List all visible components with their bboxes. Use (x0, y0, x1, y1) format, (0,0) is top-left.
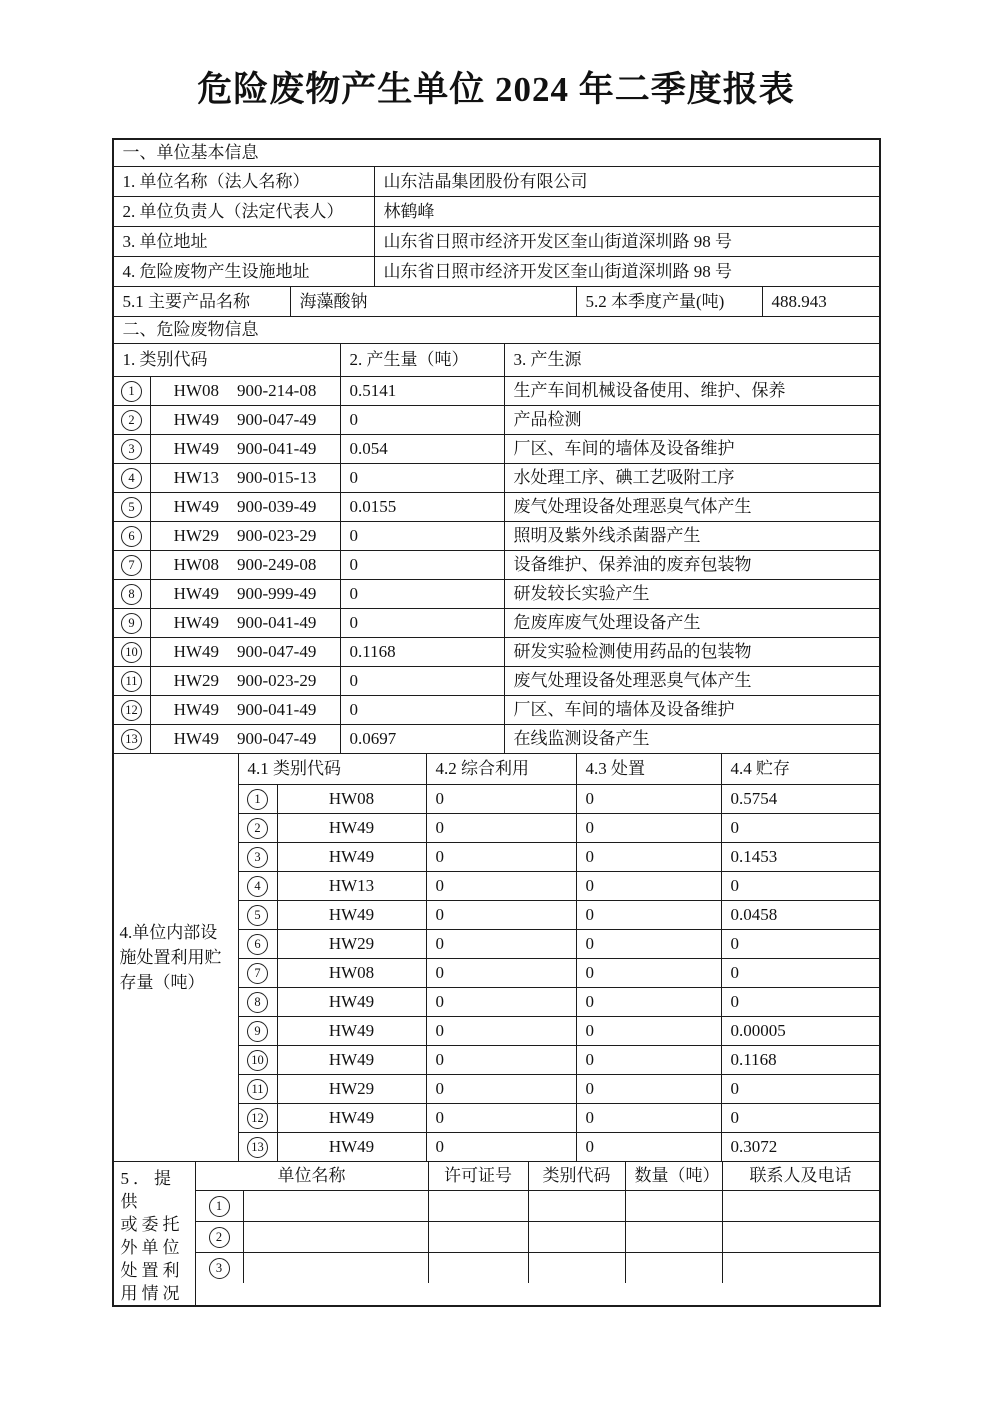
section4-label-line: 存量（吨） (119, 973, 205, 993)
comprehensive-use-value: 0 (426, 930, 576, 958)
waste-code-cell (150, 638, 340, 666)
waste-row (114, 724, 879, 753)
waste-code-cell (150, 435, 340, 463)
row-number-cell (114, 551, 150, 579)
basic-info-value: 山东省日照市经济开发区奎山街道深圳路 98 号 (374, 257, 879, 286)
circled-number-badge: 11 (121, 671, 142, 692)
hw-class: HW49 (277, 1017, 426, 1045)
col-header-category-code: 类别代码 (528, 1162, 625, 1190)
circled-number-badge: 2 (209, 1227, 230, 1248)
waste-code-number: 900-015-13 (237, 468, 317, 488)
row-number-cell (114, 580, 150, 608)
waste-row (114, 550, 879, 579)
waste-amount: 0 (340, 667, 504, 695)
section4-block (114, 753, 879, 1161)
hw-class: HW13 (173, 468, 219, 488)
waste-code-number: 900-041-49 (237, 700, 317, 720)
section5-table (195, 1162, 879, 1305)
waste-code-cell (150, 406, 340, 434)
waste-code-cell (150, 667, 340, 695)
circled-number-badge: 8 (247, 992, 268, 1013)
external-unit-name (243, 1191, 428, 1221)
hw-class: HW49 (173, 729, 219, 749)
hw-class: HW49 (173, 613, 219, 633)
external-contact (722, 1191, 879, 1221)
waste-amount: 0 (340, 464, 504, 492)
internal-facility-row (239, 1045, 879, 1074)
col-header-category-code: 1. 类别代码 (122, 350, 208, 370)
waste-source: 研发实验检测使用药品的包装物 (504, 638, 879, 666)
disposal-value: 0 (576, 1046, 721, 1074)
circled-number-badge: 8 (121, 584, 142, 605)
basic-info-label: 2. 单位负责人（法定代表人） (122, 201, 344, 221)
circled-number-badge: 13 (121, 729, 142, 750)
quarter-output-value: 488.943 (762, 287, 879, 316)
product-name-label: 5.1 主要产品名称 (122, 291, 250, 311)
section5-label (114, 1162, 195, 1305)
waste-row (114, 579, 879, 608)
circled-number-badge: 7 (121, 555, 142, 576)
waste-code-number: 900-249-08 (237, 555, 317, 575)
internal-facility-row (239, 813, 879, 842)
comprehensive-use-value: 0 (426, 785, 576, 813)
row-number-cell (239, 843, 277, 871)
waste-row (114, 434, 879, 463)
waste-code-number: 900-041-49 (237, 439, 317, 459)
disposal-value: 0 (576, 959, 721, 987)
waste-source: 研发较长实验产生 (504, 580, 879, 608)
external-contact (722, 1222, 879, 1252)
waste-code-cell (150, 725, 340, 753)
basic-info-value: 山东省日照市经济开发区奎山街道深圳路 98 号 (374, 227, 879, 256)
internal-facility-row (239, 1103, 879, 1132)
circled-number-badge: 4 (247, 876, 268, 897)
waste-row (114, 405, 879, 434)
external-unit-name (243, 1222, 428, 1252)
waste-amount: 0.0155 (340, 493, 504, 521)
row-number-cell (196, 1222, 243, 1252)
waste-code-number: 900-023-29 (237, 671, 317, 691)
waste-source: 废气处理设备处理恶臭气体产生 (504, 667, 879, 695)
waste-row (114, 492, 879, 521)
col-header-42-comprehensive-use: 4.2 综合利用 (426, 754, 576, 784)
row-number-cell (239, 785, 277, 813)
hw-class: HW29 (173, 671, 219, 691)
storage-value: 0 (721, 988, 879, 1016)
basic-info-row (114, 166, 879, 196)
section2-header: 二、危险废物信息 (122, 320, 259, 340)
row-number-cell (239, 1104, 277, 1132)
waste-amount: 0.1168 (340, 638, 504, 666)
external-unit-name (243, 1253, 428, 1283)
waste-row (114, 463, 879, 492)
hw-class: HW29 (277, 930, 426, 958)
basic-info-label: 3. 单位地址 (122, 231, 208, 251)
comprehensive-use-value: 0 (426, 843, 576, 871)
circled-number-badge: 13 (247, 1137, 268, 1158)
waste-source: 废气处理设备处理恶臭气体产生 (504, 493, 879, 521)
hw-class: HW49 (173, 439, 219, 459)
section4-label (114, 754, 238, 1161)
waste-source: 在线监测设备产生 (504, 725, 879, 753)
circled-number-badge: 12 (247, 1108, 268, 1129)
storage-value: 0 (721, 930, 879, 958)
section5-label-line: 外单位 (120, 1238, 184, 1258)
external-quantity (625, 1222, 722, 1252)
section5-block (114, 1161, 879, 1305)
section5-label-line: 用情况 (120, 1284, 184, 1304)
row-number-cell (239, 988, 277, 1016)
comprehensive-use-value: 0 (426, 988, 576, 1016)
row-number-cell (114, 522, 150, 550)
hw-class: HW49 (277, 1104, 426, 1132)
external-contact (722, 1253, 879, 1283)
quarter-output-label: 5.2 本季度产量(吨) (576, 287, 762, 316)
waste-source: 生产车间机械设备使用、维护、保养 (504, 377, 879, 405)
hw-class: HW08 (277, 785, 426, 813)
hw-class: HW49 (277, 988, 426, 1016)
section4-table (238, 754, 879, 1161)
hw-class: HW29 (173, 526, 219, 546)
report-table (112, 138, 881, 1307)
waste-source: 水处理工序、碘工艺吸附工序 (504, 464, 879, 492)
row-number-cell (114, 725, 150, 753)
waste-amount: 0.0697 (340, 725, 504, 753)
row-number-cell (239, 1046, 277, 1074)
section1-header-row (114, 140, 879, 166)
internal-facility-row (239, 1132, 879, 1161)
hw-class: HW49 (173, 410, 219, 430)
hw-class: HW08 (277, 959, 426, 987)
section2-header-row (114, 316, 879, 343)
internal-facility-row (239, 1074, 879, 1103)
storage-value: 0 (721, 1104, 879, 1132)
waste-amount: 0 (340, 696, 504, 724)
external-unit-row (196, 1190, 879, 1221)
basic-info-row (114, 256, 879, 286)
internal-facility-row (239, 1016, 879, 1045)
basic-info-label: 1. 单位名称（法人名称） (122, 171, 310, 191)
row-number-cell (114, 609, 150, 637)
internal-facility-row (239, 871, 879, 900)
storage-value: 0 (721, 872, 879, 900)
row-number-cell (239, 901, 277, 929)
disposal-value: 0 (576, 785, 721, 813)
disposal-value: 0 (576, 988, 721, 1016)
waste-row (114, 695, 879, 724)
hw-class: HW49 (277, 814, 426, 842)
basic-info-label: 4. 危险废物产生设施地址 (122, 261, 310, 281)
row-number-cell (114, 696, 150, 724)
hw-class: HW08 (173, 381, 219, 401)
product-name-value: 海藻酸钠 (290, 287, 576, 316)
waste-amount: 0.054 (340, 435, 504, 463)
comprehensive-use-value: 0 (426, 901, 576, 929)
waste-row (114, 608, 879, 637)
waste-code-number: 900-214-08 (237, 381, 317, 401)
waste-amount: 0 (340, 580, 504, 608)
circled-number-badge: 3 (121, 439, 142, 460)
section1-header: 一、单位基本信息 (122, 143, 259, 163)
external-category-code (528, 1191, 625, 1221)
row-number-cell (239, 872, 277, 900)
section4-label-line: 施处置利用贮 (119, 948, 222, 968)
comprehensive-use-value: 0 (426, 1133, 576, 1161)
basic-info-row (114, 226, 879, 256)
circled-number-badge: 10 (121, 642, 142, 663)
waste-code-number: 900-023-29 (237, 526, 317, 546)
external-category-code (528, 1222, 625, 1252)
hw-class: HW29 (277, 1075, 426, 1103)
waste-code-number: 900-999-49 (237, 584, 317, 604)
basic-info-value: 林鹤峰 (374, 197, 879, 226)
hw-class: HW49 (173, 497, 219, 517)
row-number-cell (196, 1191, 243, 1221)
storage-value: 0 (721, 959, 879, 987)
storage-value: 0 (721, 1075, 879, 1103)
row-number-cell (239, 1075, 277, 1103)
waste-code-cell (150, 377, 340, 405)
disposal-value: 0 (576, 1075, 721, 1103)
circled-number-badge: 11 (247, 1079, 268, 1100)
circled-number-badge: 5 (247, 905, 268, 926)
circled-number-badge: 7 (247, 963, 268, 984)
circled-number-badge: 9 (121, 613, 142, 634)
col-header-generated-amount: 2. 产生量（吨） (340, 344, 504, 376)
section5-label-line: 或委托 (120, 1215, 184, 1235)
storage-value: 0.00005 (721, 1017, 879, 1045)
waste-code-cell (150, 580, 340, 608)
col-header-generation-source: 3. 产生源 (504, 344, 879, 376)
storage-value: 0 (721, 814, 879, 842)
waste-row (114, 376, 879, 405)
comprehensive-use-value: 0 (426, 1104, 576, 1132)
section5-column-header-row (196, 1162, 879, 1190)
waste-row (114, 666, 879, 695)
storage-value: 0.5754 (721, 785, 879, 813)
hw-class: HW49 (173, 584, 219, 604)
waste-amount: 0 (340, 406, 504, 434)
row-number-cell (239, 1017, 277, 1045)
circled-number-badge: 2 (121, 410, 142, 431)
storage-value: 0.3072 (721, 1133, 879, 1161)
section4-label-line: 4.单位内部设 (119, 923, 218, 943)
waste-source: 厂区、车间的墙体及设备维护 (504, 435, 879, 463)
waste-source: 产品检测 (504, 406, 879, 434)
external-unit-row (196, 1252, 879, 1283)
product-row (114, 286, 879, 316)
circled-number-badge: 4 (121, 468, 142, 489)
disposal-value: 0 (576, 930, 721, 958)
col-header-41-category-code: 4.1 类别代码 (247, 759, 341, 779)
waste-code-number: 900-047-49 (237, 642, 317, 662)
waste-row (114, 521, 879, 550)
page-title: 危险废物产生单位 2024 年二季度报表 (197, 70, 795, 109)
hw-class: HW49 (277, 901, 426, 929)
col-header-unit-name: 单位名称 (277, 1166, 346, 1186)
waste-code-number: 900-047-49 (237, 729, 317, 749)
hw-class: HW49 (277, 1046, 426, 1074)
comprehensive-use-value: 0 (426, 872, 576, 900)
external-license-number (428, 1222, 528, 1252)
comprehensive-use-value: 0 (426, 1075, 576, 1103)
external-license-number (428, 1191, 528, 1221)
disposal-value: 0 (576, 814, 721, 842)
external-quantity (625, 1253, 722, 1283)
basic-info-row (114, 196, 879, 226)
waste-source: 厂区、车间的墙体及设备维护 (504, 696, 879, 724)
circled-number-badge: 9 (247, 1021, 268, 1042)
disposal-value: 0 (576, 1017, 721, 1045)
row-number-cell (239, 959, 277, 987)
waste-code-cell (150, 464, 340, 492)
hw-class: HW49 (277, 1133, 426, 1161)
internal-facility-row (239, 929, 879, 958)
row-number-cell (239, 814, 277, 842)
external-license-number (428, 1253, 528, 1283)
circled-number-badge: 6 (247, 934, 268, 955)
comprehensive-use-value: 0 (426, 814, 576, 842)
circled-number-badge: 5 (121, 497, 142, 518)
col-header-quantity: 数量（吨） (625, 1162, 722, 1190)
waste-row (114, 637, 879, 666)
waste-code-cell (150, 609, 340, 637)
col-header-license-number: 许可证号 (428, 1162, 528, 1190)
row-number-cell (114, 464, 150, 492)
row-number-cell (239, 930, 277, 958)
section5-label-line: 5．提供 (120, 1169, 175, 1212)
basic-info-value: 山东洁晶集团股份有限公司 (374, 167, 879, 196)
circled-number-badge: 10 (247, 1050, 268, 1071)
circled-number-badge: 1 (209, 1196, 230, 1217)
internal-facility-row (239, 784, 879, 813)
storage-value: 0.1453 (721, 843, 879, 871)
circled-number-badge: 12 (121, 700, 142, 721)
waste-code-number: 900-047-49 (237, 410, 317, 430)
row-number-cell (239, 1133, 277, 1161)
disposal-value: 0 (576, 1133, 721, 1161)
waste-code-number: 900-039-49 (237, 497, 317, 517)
row-number-cell (114, 406, 150, 434)
disposal-value: 0 (576, 843, 721, 871)
waste-source: 照明及紫外线杀菌器产生 (504, 522, 879, 550)
row-number-cell (114, 493, 150, 521)
disposal-value: 0 (576, 1104, 721, 1132)
comprehensive-use-value: 0 (426, 1046, 576, 1074)
comprehensive-use-value: 0 (426, 1017, 576, 1045)
waste-code-cell (150, 696, 340, 724)
internal-facility-row (239, 842, 879, 871)
hw-class: HW49 (173, 700, 219, 720)
disposal-value: 0 (576, 901, 721, 929)
hw-class: HW49 (173, 642, 219, 662)
external-category-code (528, 1253, 625, 1283)
hw-class: HW49 (277, 843, 426, 871)
circled-number-badge: 2 (247, 818, 268, 839)
section5-label-line: 处置利 (120, 1261, 184, 1281)
internal-facility-row (239, 958, 879, 987)
circled-number-badge: 1 (121, 381, 142, 402)
circled-number-badge: 3 (209, 1258, 230, 1279)
waste-amount: 0.5141 (340, 377, 504, 405)
circled-number-badge: 1 (247, 789, 268, 810)
row-number-cell (196, 1253, 243, 1283)
section4-column-header-row (239, 754, 879, 784)
waste-amount: 0 (340, 551, 504, 579)
internal-facility-row (239, 900, 879, 929)
col-header-44-storage: 4.4 贮存 (721, 754, 879, 784)
waste-code-number: 900-041-49 (237, 613, 317, 633)
waste-code-cell (150, 522, 340, 550)
col-header-43-disposal: 4.3 处置 (576, 754, 721, 784)
external-quantity (625, 1191, 722, 1221)
hw-class: HW13 (277, 872, 426, 900)
waste-source: 危废库废气处理设备产生 (504, 609, 879, 637)
hw-class: HW08 (173, 555, 219, 575)
internal-facility-row (239, 987, 879, 1016)
waste-source: 设备维护、保养油的废弃包装物 (504, 551, 879, 579)
col-header-contact: 联系人及电话 (722, 1162, 879, 1190)
row-number-cell (114, 435, 150, 463)
storage-value: 0.1168 (721, 1046, 879, 1074)
waste-code-cell (150, 493, 340, 521)
row-number-cell (114, 377, 150, 405)
row-number-cell (114, 638, 150, 666)
comprehensive-use-value: 0 (426, 959, 576, 987)
storage-value: 0.0458 (721, 901, 879, 929)
circled-number-badge: 3 (247, 847, 268, 868)
external-unit-row (196, 1221, 879, 1252)
row-number-cell (114, 667, 150, 695)
circled-number-badge: 6 (121, 526, 142, 547)
waste-amount: 0 (340, 609, 504, 637)
disposal-value: 0 (576, 872, 721, 900)
section2-column-header-row (114, 343, 879, 376)
waste-code-cell (150, 551, 340, 579)
waste-amount: 0 (340, 522, 504, 550)
